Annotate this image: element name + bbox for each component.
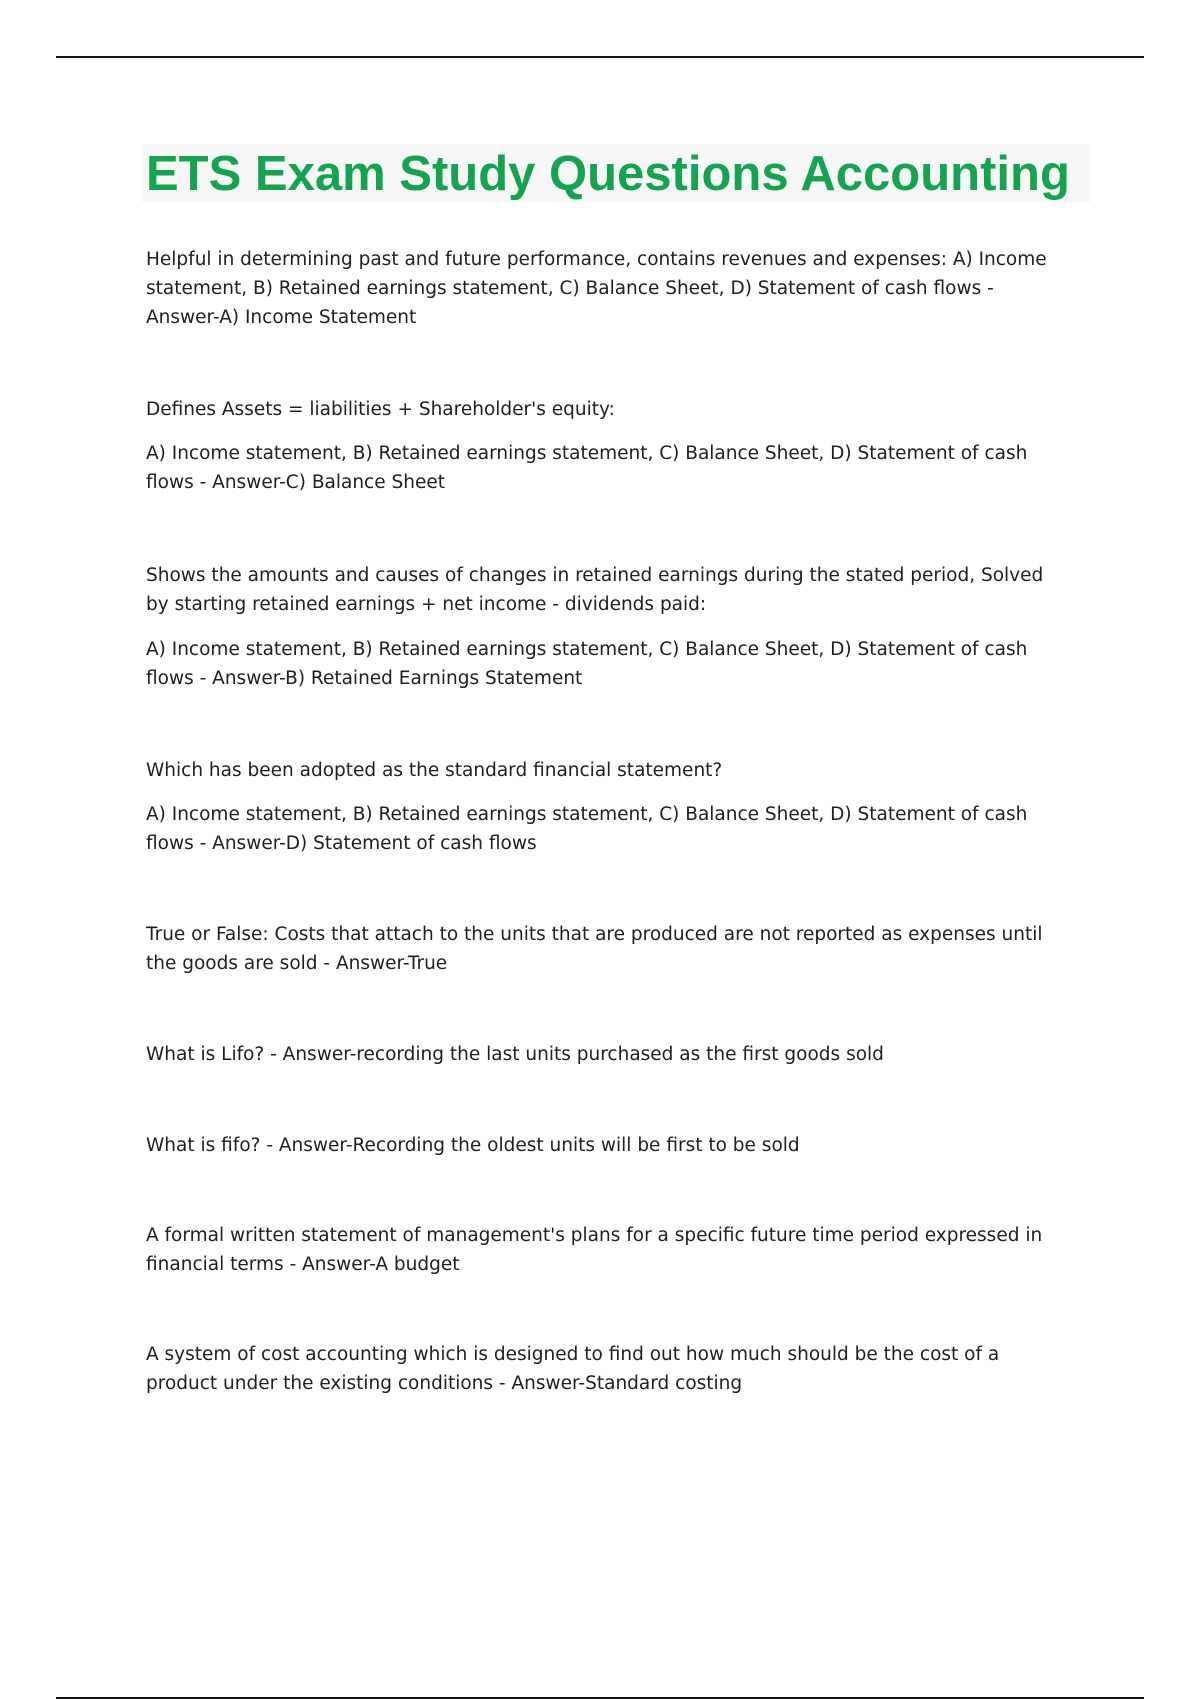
- question-paragraph: What is Lifo? - Answer-recording the last units purchased as the first goods sold: [146, 1044, 884, 1065]
- question-paragraph: True or False: Costs that attach to the units that are produced are not reported as expenses until the goods are sold - Answer-True: [146, 924, 1043, 974]
- question-paragraph: Helpful in determining past and future performance, contains revenues and expenses: A) Income statement, B) Retained earnings statement, C) Balance Sheet, D) Statement of cash flows - Answer-A) Income Statement: [146, 249, 1047, 328]
- question-paragraph: What is fifo? - Answer-Recording the oldest units will be first to be sold: [146, 1135, 800, 1156]
- document-title: ETS Exam Study Questions Accounting: [146, 147, 1070, 201]
- question-paragraph: A formal written statement of management's plans for a specific future time period expressed in financial terms - Answer-A budget: [146, 1225, 1043, 1275]
- header-rule: [56, 56, 1144, 58]
- question-paragraph: Shows the amounts and causes of changes in retained earnings during the stated period, Solved by starting retained earnings + net income - dividends paid:: [146, 565, 1044, 615]
- options-answer-paragraph: A) Income statement, B) Retained earnings statement, C) Balance Sheet, D) Statement of cash flows - Answer-B) Retained Earnings Statement: [146, 639, 1028, 689]
- options-answer-paragraph: A) Income statement, B) Retained earnings statement, C) Balance Sheet, D) Statement of cash flows - Answer-D) Statement of cash flows: [146, 804, 1028, 854]
- question-paragraph: Defines Assets = liabilities + Shareholder's equity:: [146, 399, 615, 420]
- options-answer-paragraph: A) Income statement, B) Retained earnings statement, C) Balance Sheet, D) Statement of cash flows - Answer-C) Balance Sheet: [146, 443, 1028, 493]
- footer-rule: [56, 1697, 1144, 1699]
- question-paragraph: A system of cost accounting which is designed to find out how much should be the cost of a product under the existing conditions - Answer-Standard costing: [146, 1344, 1000, 1394]
- question-paragraph: Which has been adopted as the standard financial statement?: [146, 760, 723, 781]
